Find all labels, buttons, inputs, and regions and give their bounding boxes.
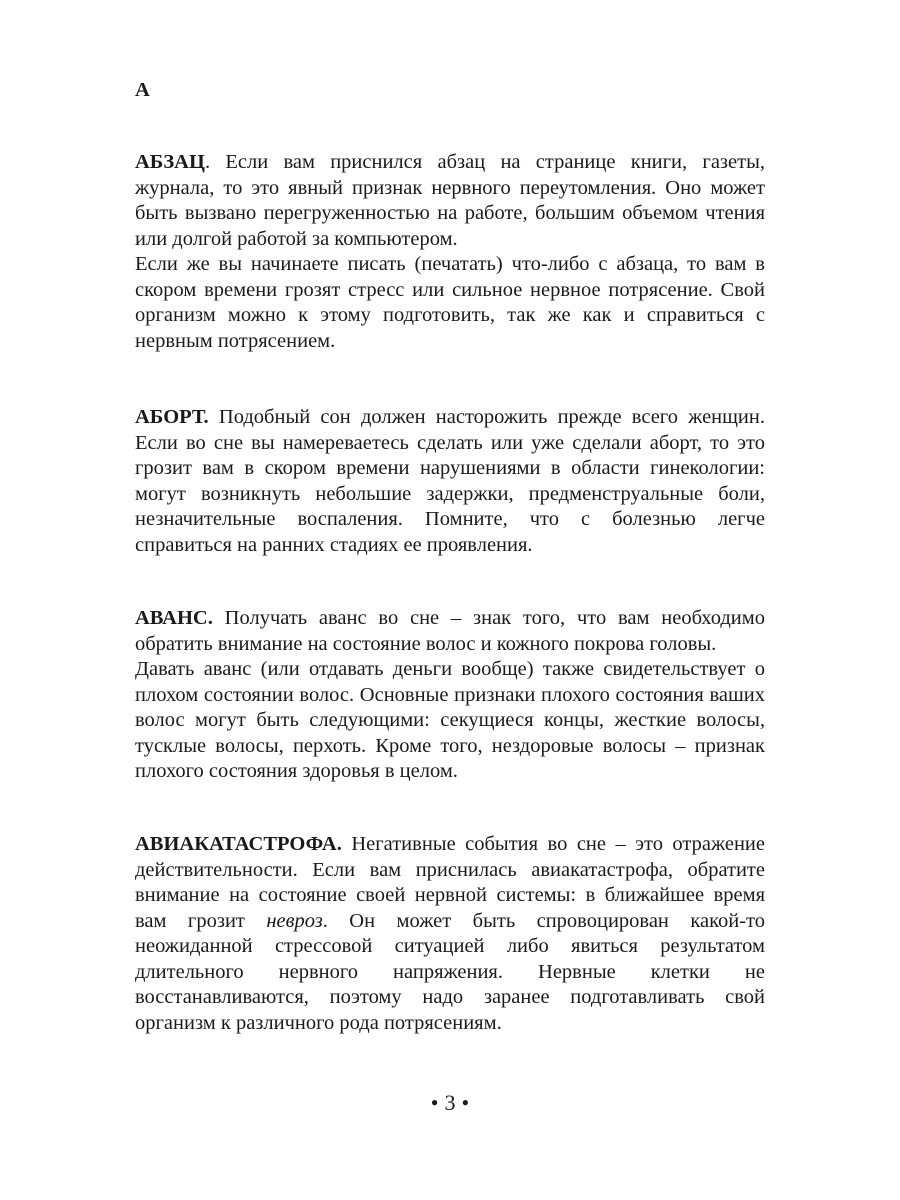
- page-number-value: 3: [444, 1090, 456, 1115]
- dictionary-entry-abzats: [135, 150, 765, 354]
- entry-paragraph: [135, 832, 765, 1036]
- entry-text: Давать аванс (или отдавать деньги вообще) также свидетельствует о плохом состоянии волос. Основные признаки плохого состояния ваших волос могут быть следующими: секущиеся концы, жесткие волосы, тусклые волосы, перхоть. Кроме того, нездоровые волосы – признак плохого состояния здоровья в целом.: [135, 658, 765, 782]
- entry-paragraph: [135, 606, 765, 657]
- entry-text: Подобный сон должен насторожить прежде всего женщин. Если во сне вы намереваетесь сделать или уже сделали аборт, то это грозит вам в скором времени нарушениями в области гинекологии: могут возникнуть небольшие задержки, предменструальные боли, незначительные воспаления. Помните, что с болезнью легче справиться на ранних стадиях ее проявления.: [135, 406, 765, 556]
- entry-text: . Если вам приснился абзац на странице книги, газеты, журнала, то это явный признак нервного переутомления. Оно может быть вызвано перегруженностью на работе, большим объемом чтения или долгой работой за компьютером.: [135, 151, 765, 250]
- entry-text: . Он может быть спровоцирован какой-то неожиданной стрессовой ситуацией либо явиться результатом длительного нервного напряжения. Нервные клетки не восстанавливаются, поэтому надо заранее подготавливать свой организм к различного рода потрясениям.: [135, 909, 765, 1034]
- dictionary-entry-avans: [135, 606, 765, 785]
- page-number-bullet-left: •: [430, 1090, 439, 1115]
- section-letter: А: [135, 79, 150, 101]
- entry-text: Если же вы начинаете писать (печатать) что-либо с абзаца, то вам в скором времени грозят стресс или сильное нервное потрясение. Свой организм можно к этому подготовить, так же как и справиться с нервным потрясением.: [135, 253, 765, 352]
- entry-text: Получать аванс во сне – знак того, что вам необходимо обратить внимание на состояние волос и кожного покрова головы.: [135, 607, 765, 655]
- dictionary-entry-aviakatastrofa: [135, 832, 765, 1036]
- entry-paragraph: [135, 657, 765, 785]
- entry-text: Негативные события во сне – это отражение действительности. Если вам приснилась авиакатастрофа, обратите внимание на состояние своей нервной системы: в ближайшее время вам грозит: [135, 833, 765, 932]
- entry-term: АВИАКАТАСТРОФА.: [135, 833, 342, 855]
- entry-paragraph: [135, 150, 765, 252]
- entry-term: АБЗАЦ: [135, 151, 205, 173]
- page-number-bullet-right: •: [461, 1090, 470, 1115]
- entry-emphasis: невроз: [266, 909, 323, 932]
- page-number: [0, 1090, 900, 1116]
- dictionary-entry-abort: [135, 405, 765, 558]
- entry-paragraph: [135, 405, 765, 558]
- entry-term: АВАНС.: [135, 607, 213, 629]
- entry-paragraph: [135, 252, 765, 354]
- entry-term: АБОРТ.: [135, 406, 209, 428]
